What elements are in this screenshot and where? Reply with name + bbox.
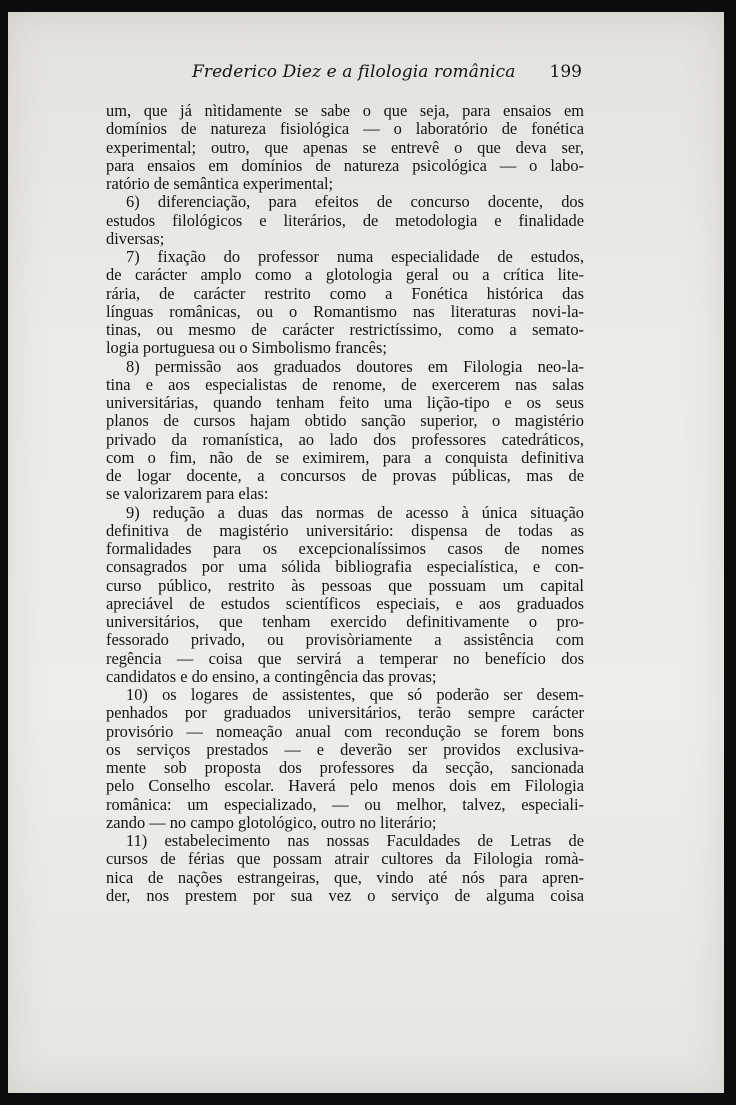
text-line: de carácter amplo como a glotologia geral ou a crítica lite- [106,266,584,285]
text-line: universitárias, quando tenham feito uma lição-tipo e os seus [106,394,584,412]
text-line: penhados por graduados universitários, terão sempre carácter [106,704,584,723]
body-text [106,102,584,905]
text-line: privado da romanística, ao lado dos professores catedráticos, [106,430,584,449]
list-item-6: 6) diferenciação, para efeitos de concurso docente, dos [126,193,584,212]
page-number: 199 [549,62,582,82]
text-line: tina e aos especialistas de renome, de exercerem nas salas [106,375,584,394]
list-item-9: 9) redução a duas das normas de acesso à única situação [126,503,584,522]
text-line: candidatos e do ensino, a contingência das provas; [106,667,437,686]
text-line: nica de nações estrangeiras, que, vindo até nós para apren- [106,868,584,887]
text-line: românica: um especializado, — ou melhor, talvez, especiali- [106,795,584,814]
text-line: apreciável de estudos scientíficos especiais, e aos graduados [106,594,584,613]
text-line: formalidades para os excepcionalíssimos casos de nomes [106,540,584,558]
list-item-10: 10) os logares de assistentes, que só poderão ser desem- [126,686,584,704]
text-line: os serviços prestados — e deverão ser providos exclusiva- [106,740,584,759]
text-line: consagrados por uma sólida bibliografia especialística, e con- [106,558,584,577]
text-line: pelo Conselho escolar. Haverá pelo menos dois em Filologia [106,777,584,796]
list-item-7: 7) fixação do professor numa especialidade de estudos, [126,248,584,266]
text-line: de logar docente, a concursos de provas públicas, mas de [106,467,584,485]
text-line: cursos de férias que possam atrair cultores da Filologia romà- [106,850,584,869]
text-line: zando — no campo glotológico, outro no literário; [106,813,437,832]
text-line: rária, de carácter restrito como a Fonética histórica das [106,284,584,303]
text-line: ratório de semântica experimental; [106,175,334,193]
list-item-8: 8) permissão aos graduados doutores em Filologia neo-la- [126,357,584,376]
text-line: estudos filológicos e literários, de metodologia e finalidade [106,211,584,230]
text-line: experimental; outro, que apenas se entrevê o que deva ser, [106,138,584,157]
page-header [106,62,586,92]
text-line: logia portuguesa ou o Simbolismo francês; [106,339,387,358]
text-line: regência — coisa que servirá a temperar no benefício dos [106,649,584,668]
text-line: um, que já nìtidamente se sabe o que seja, para ensaios em [106,102,584,120]
running-title: Frederico Diez e a filologia românica [192,62,516,82]
text-line: fessorado privado, ou provisòriamente a assistência com [106,631,584,650]
list-item-11: 11) estabelecimento nas nossas Faculdades de Letras de [126,832,584,850]
text-line: tinas, ou mesmo de carácter restrictíssimo, como a semato- [106,321,584,339]
text-line: mente sob proposta dos professores da secção, sancionada [106,759,584,777]
text-line: domínios de natureza fisiológica — o laboratório de fonética [106,120,584,139]
text-line: definitiva de magistério universitário: dispensa de todas as [106,521,584,540]
text-line: se valorizarem para elas: [106,485,269,504]
text-line: universitários, que tenham exercido definitivamente o pro- [106,613,584,631]
text-line: curso público, restrito às pessoas que possuam um capital [106,576,584,595]
book-page [8,12,724,1093]
text-line: der, nos prestem por sua vez o serviço de alguma coisa [106,886,584,905]
text-line: línguas românicas, ou o Romantismo nas literaturas novi-la- [106,302,584,321]
text-line: provisório — nomeação anual com recondução se forem bons [106,722,584,741]
text-line: diversas; [106,229,165,248]
text-line: planos de cursos hajam obtido sanção superior, o magistério [106,412,584,431]
text-line: com o fim, não de se eximirem, para a conquista definitiva [106,448,584,467]
text-line: para ensaios em domínios de natureza psicológica — o labo- [106,156,584,175]
